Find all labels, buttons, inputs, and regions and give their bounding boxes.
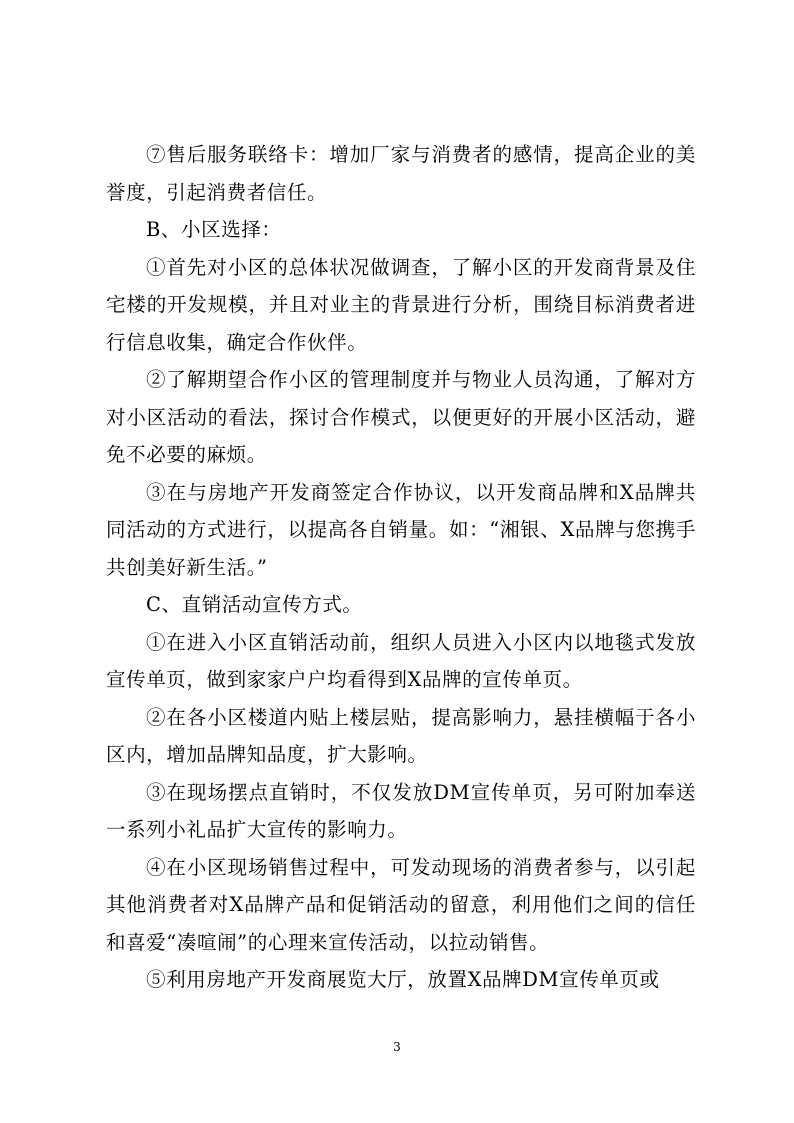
paragraph-developer-agreement: ③在与房地产开发商签定合作协议，以开发商品牌和X品牌共同活动的方式进行，以提高各自销量。如：“湘银、X品牌与您携手共创美好新生活。” xyxy=(106,480,696,579)
paragraph-flyer-distribution: ①在进入小区直销活动前，组织人员进入小区内以地毯式发放宣传单页，做到家家户户均看得到X品牌的宣传单页。 xyxy=(106,630,696,691)
page-number: 3 xyxy=(393,1040,401,1054)
heading-promotion-methods: C、直销活动宣传方式。 xyxy=(146,593,363,616)
paragraph-management-communication: ②了解期望合作小区的管理制度并与物业人员沟通，了解对方对小区活动的看法，探讨合作模式，以便更好的开展小区活动，避免不必要的麻烦。 xyxy=(106,368,696,466)
heading-community-selection: B、小区选择： xyxy=(146,218,282,241)
paragraph-consumer-participation: ④在小区现场销售过程中，可发动现场的消费者参与，以引起其他消费者对X品牌产品和促销活动的留意，利用他们之间的信任和喜爱“凑喧闹”的心理来宣传活动，以拉动销售。 xyxy=(106,855,696,954)
paragraph-onsite-dm-gifts: ③在现场摆点直销时，不仅发放DM宣传单页，另可附加奉送一系列小礼品扩大宣传的影响力。 xyxy=(106,780,696,841)
paragraph-floor-stickers: ②在各小区楼道内贴上楼层贴，提高影响力，悬挂横幅于各小区内，增加品牌知品度，扩大影响。 xyxy=(106,705,696,766)
paragraph-showroom-display: ⑤利用房地产开发商展览大厅，放置X品牌DM宣传单页或 xyxy=(146,968,660,991)
document-body xyxy=(106,136,696,999)
paragraph-after-sales-card: ⑦售后服务联络卡：增加厂家与消费者的感情，提高企业的美誉度，引起消费者信任。 xyxy=(106,143,696,204)
paragraph-community-survey: ①首先对小区的总体状况做调查，了解小区的开发商背景及住宅楼的开发规模，并且对业主的背景进行分析，围绕目标消费者进行信息收集，确定合作伙伴。 xyxy=(106,255,696,354)
